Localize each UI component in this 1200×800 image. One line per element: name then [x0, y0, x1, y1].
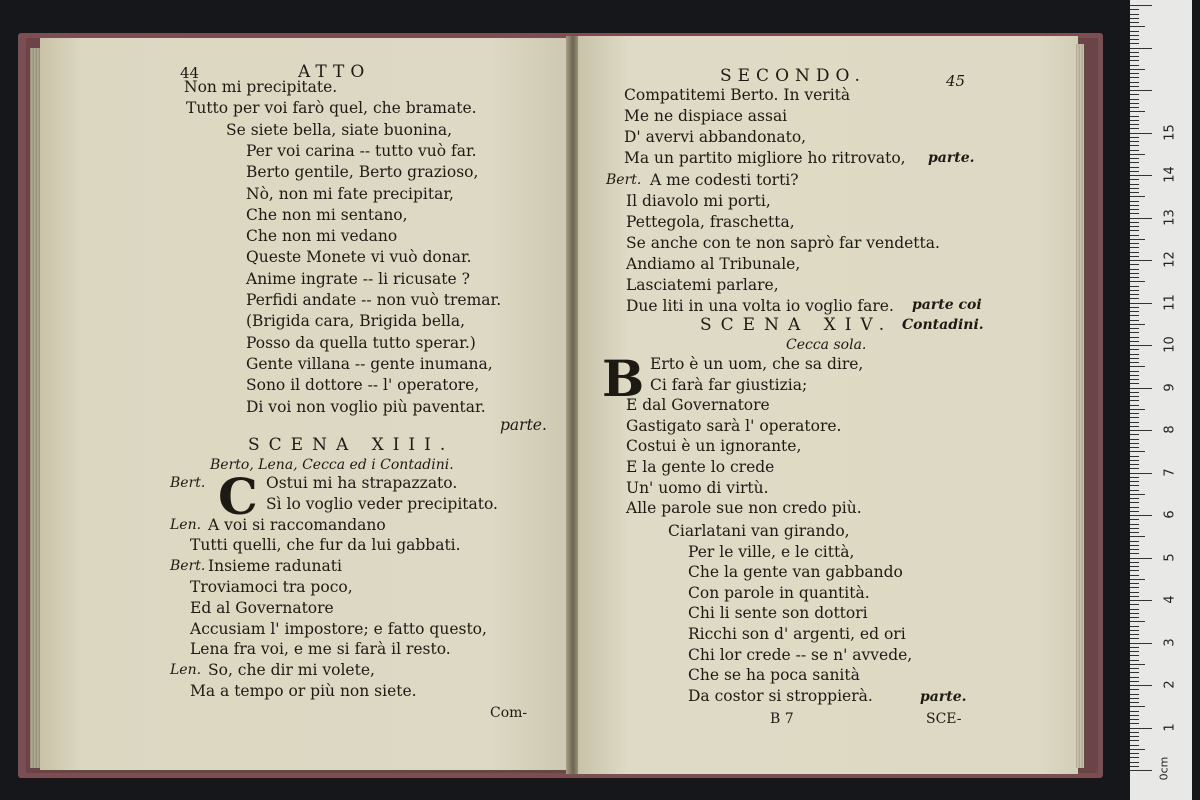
speaker-label: Bert.	[170, 475, 206, 491]
ruler-tick	[1130, 583, 1139, 584]
ruler-tick	[1130, 252, 1139, 253]
ruler-number: 13	[1162, 208, 1178, 226]
ruler-number: 8	[1162, 425, 1178, 434]
scene-heading-xiii: SCENA XIII.	[248, 435, 455, 455]
ruler-tick	[1130, 69, 1145, 70]
ruler-tick	[1130, 86, 1139, 87]
ruler-tick	[1130, 732, 1139, 733]
ruler-tick	[1130, 570, 1139, 571]
ruler-tick	[1130, 366, 1145, 367]
ruler-tick	[1130, 468, 1139, 469]
ruler-tick	[1130, 766, 1139, 767]
ruler-tick	[1130, 553, 1139, 554]
ruler-tick	[1130, 77, 1139, 78]
ruler-tick	[1130, 209, 1139, 210]
page-number-left: 44	[180, 64, 200, 82]
ruler-tick	[1130, 31, 1139, 32]
ruler-tick	[1130, 443, 1139, 444]
ruler-tick	[1130, 617, 1139, 618]
ruler-tick	[1130, 400, 1139, 401]
ruler-tick	[1130, 600, 1152, 601]
verse-line: Che non mi sentano,	[246, 205, 408, 224]
ruler-tick	[1130, 320, 1139, 321]
verse-line: Sono il dottore -- l' operatore,	[246, 376, 480, 395]
dialogue-line: Sì lo voglio veder precipitato.	[266, 494, 498, 513]
scene-characters-xiv: Cecca sola.	[786, 337, 867, 353]
ruler-tick	[1130, 18, 1139, 19]
verse-line: Che la gente van gabbando	[688, 563, 903, 582]
ruler-tick	[1130, 430, 1152, 431]
ruler-tick	[1130, 464, 1139, 465]
signature-mark: B 7	[770, 711, 794, 727]
ruler-tick	[1130, 107, 1139, 108]
dialogue-line: Troviamoci tra poco,	[190, 578, 353, 596]
ruler-tick	[1130, 22, 1139, 23]
ruler-tick	[1130, 536, 1145, 537]
dialogue-line: Lena fra voi, e me si farà il resto.	[190, 640, 451, 659]
ruler-tick	[1130, 643, 1152, 644]
left-page	[40, 38, 568, 770]
ruler-number: 6	[1162, 510, 1178, 519]
ruler-tick	[1130, 715, 1139, 716]
ruler-tick	[1130, 260, 1152, 261]
verse-line: Nò, non mi fate precipitar,	[246, 184, 454, 203]
ruler-tick	[1130, 592, 1139, 593]
ruler-tick	[1130, 90, 1152, 91]
ruler-tick	[1130, 184, 1139, 185]
ruler-tick	[1130, 541, 1139, 542]
verse-line: Non mi precipitate.	[184, 78, 338, 96]
ruler-tick	[1130, 417, 1139, 418]
ruler-tick	[1130, 154, 1145, 155]
ruler-tick	[1130, 609, 1139, 610]
ruler-tick	[1130, 753, 1139, 754]
verse-line: E la gente lo crede	[626, 458, 775, 476]
ruler-tick	[1130, 694, 1139, 695]
ruler-tick	[1130, 451, 1145, 452]
ruler-tick	[1130, 158, 1139, 159]
ruler-tick	[1130, 757, 1139, 758]
ruler-tick	[1130, 243, 1139, 244]
speaker-bert: Bert.	[606, 172, 642, 188]
ruler-tick	[1130, 477, 1139, 478]
ruler-tick	[1130, 706, 1145, 707]
verse-line: Per voi carina -- tutto vuò far.	[246, 141, 477, 160]
speaker-label: Len.	[170, 516, 202, 533]
ruler-tick	[1130, 239, 1145, 240]
ruler-tick	[1130, 230, 1139, 231]
ruler-tick	[1130, 511, 1139, 512]
verse-line: Che se ha poca sanità	[688, 666, 860, 685]
ruler-tick	[1130, 762, 1139, 763]
ruler-tick	[1130, 379, 1139, 380]
ruler-tick	[1130, 294, 1139, 295]
ruler-tick	[1130, 647, 1139, 648]
ruler-tick	[1130, 298, 1139, 299]
verse-line: Ci farà far giustizia;	[650, 375, 808, 394]
verse-line: Ma un partito migliore ho ritrovato,	[624, 149, 906, 167]
speaker-label: Len.	[170, 662, 202, 679]
verse-line: Alle parole sue non credo più.	[626, 499, 862, 518]
ruler-tick	[1130, 668, 1139, 669]
ruler-tick	[1130, 60, 1139, 61]
running-head-right: SECONDO.	[720, 66, 866, 86]
verse-line: Anime ingrate -- li ricusate ?	[246, 269, 470, 288]
ruler-tick	[1130, 65, 1139, 66]
ruler-tick	[1130, 587, 1139, 588]
ruler-tick	[1130, 524, 1139, 525]
ruler-tick	[1130, 94, 1139, 95]
ruler-tick	[1130, 303, 1152, 304]
verse-line: Perfidi andate -- non vuò tremar.	[246, 291, 502, 309]
ruler-tick	[1130, 277, 1139, 278]
ruler-number: 14	[1162, 166, 1178, 183]
verse-line: Andiamo al Tribunale,	[626, 255, 801, 273]
ruler-tick	[1130, 392, 1139, 393]
ruler-tick	[1130, 201, 1139, 202]
ruler-tick	[1130, 638, 1139, 639]
ruler-number: 12	[1162, 251, 1178, 268]
page-edges-right	[1076, 44, 1084, 768]
stage-direction-exit: parte.	[500, 416, 547, 434]
ruler-tick	[1130, 621, 1145, 622]
verse-line: Il diavolo mi porti,	[626, 192, 771, 210]
ruler-tick	[1130, 685, 1152, 686]
ruler-number: 5	[1162, 552, 1178, 562]
ruler-tick	[1130, 73, 1139, 74]
ruler-tick	[1130, 162, 1139, 163]
verse-line: Me ne dispiace assai	[624, 107, 788, 125]
ruler-tick	[1130, 328, 1139, 329]
ruler-tick	[1130, 740, 1139, 741]
ruler-tick	[1130, 269, 1139, 270]
ruler-tick	[1130, 383, 1139, 384]
ruler-tick	[1130, 528, 1139, 529]
ruler-tick	[1130, 689, 1139, 690]
verse-line: Un' uomo di virtù.	[626, 478, 769, 497]
ruler-tick	[1130, 502, 1139, 503]
ruler-tick	[1130, 137, 1139, 138]
ruler-tick	[1130, 226, 1139, 227]
ruler-tick	[1130, 235, 1139, 236]
ruler-tick	[1130, 128, 1139, 129]
ruler-tick	[1130, 770, 1152, 771]
dialogue-line: Tutti quelli, che fur da lui gabbati.	[190, 536, 461, 555]
ruler-tick	[1130, 192, 1139, 193]
ruler-tick	[1130, 596, 1139, 597]
ruler-number: 3	[1162, 637, 1178, 647]
ruler-tick	[1130, 745, 1139, 746]
ruler-tick	[1130, 702, 1139, 703]
ruler-tick	[1130, 396, 1139, 397]
ruler-number: 10	[1162, 336, 1178, 353]
ruler-number: 2	[1162, 680, 1178, 689]
ruler-tick	[1130, 179, 1139, 180]
ruler-tick	[1130, 413, 1139, 414]
ruler-tick	[1130, 485, 1139, 486]
ruler-tick	[1130, 116, 1139, 117]
ruler-tick	[1130, 171, 1139, 172]
verse-line: Se anche con te non saprò far vendetta.	[626, 234, 940, 252]
ruler-tick	[1130, 26, 1145, 27]
ruler-tick	[1130, 498, 1139, 499]
ruler-tick	[1130, 375, 1139, 376]
dialogue-line: So, che dir mi volete,	[208, 661, 375, 680]
ruler-tick	[1130, 82, 1139, 83]
ruler-tick	[1130, 749, 1145, 750]
ruler-tick	[1130, 133, 1152, 134]
ruler-tick	[1130, 337, 1139, 338]
catchword-right: SCE-	[926, 711, 962, 727]
ruler-tick	[1130, 519, 1139, 520]
right-page	[578, 36, 1078, 774]
ruler-tick	[1130, 196, 1145, 197]
scene-heading-xiv-tail: Contadini.	[902, 317, 984, 333]
ruler-tick	[1130, 14, 1139, 15]
ruler-tick	[1130, 345, 1152, 346]
ruler-tick	[1130, 315, 1139, 316]
ruler-tick	[1130, 481, 1139, 482]
ruler-number: 9	[1162, 382, 1178, 392]
ruler-tick	[1130, 222, 1139, 223]
ruler-tick	[1130, 723, 1139, 724]
ruler-tick	[1130, 719, 1139, 720]
ruler-tick	[1130, 99, 1139, 100]
stage-direction-exit-1: parte.	[928, 150, 975, 166]
ruler-tick	[1130, 371, 1139, 372]
running-head-left: ATTO	[298, 62, 371, 82]
ruler-tick	[1130, 362, 1139, 363]
verse-line: Lasciatemi parlare,	[626, 276, 779, 294]
verse-line: Tutto per voi farò quel, che bramate.	[186, 99, 477, 118]
ruler-tick	[1130, 405, 1139, 406]
verse-line: Chi li sente son dottori	[688, 604, 868, 623]
ruler-tick	[1130, 422, 1139, 423]
ruler-tick	[1130, 579, 1145, 580]
ruler-tick	[1130, 349, 1139, 350]
ruler-tick	[1130, 120, 1139, 121]
ruler-tick	[1130, 545, 1139, 546]
page-number-right: 45	[946, 72, 966, 90]
ruler-tick	[1130, 35, 1139, 36]
dialogue-line: A voi si raccomandano	[208, 515, 386, 534]
ruler-tick	[1130, 111, 1145, 112]
ruler-tick	[1130, 5, 1152, 6]
verse-line: Per le ville, e le città,	[688, 542, 855, 561]
ruler-tick	[1130, 651, 1139, 652]
ruler-tick	[1130, 150, 1139, 151]
ruler-tick	[1130, 264, 1139, 265]
dropcap-b: B	[602, 349, 645, 408]
dropcap-c: C	[218, 467, 258, 526]
ruler-tick	[1130, 515, 1152, 516]
verse-line: Ciarlatani van girando,	[668, 522, 850, 540]
ruler-number: 4	[1162, 595, 1178, 604]
verse-line: E dal Governatore	[626, 396, 770, 415]
ruler-tick	[1130, 664, 1145, 665]
ruler-tick	[1130, 358, 1139, 359]
ruler-unit-label: 0cm	[1157, 756, 1171, 781]
verse-line: Due liti in una volta io voglio fare.	[626, 297, 894, 315]
ruler-tick	[1130, 273, 1139, 274]
dialogue-line: Accusiam l' impostore; e fatto questo,	[190, 619, 487, 638]
verse-line: Posso da quella tutto sperar.)	[246, 333, 476, 352]
verse-line: Che non mi vedano	[246, 227, 398, 246]
verse-line: Costui è un ignorante,	[626, 437, 802, 456]
verse-line: Chi lor crede -- se n' avvede,	[688, 645, 913, 664]
ruler-tick	[1130, 311, 1139, 312]
ruler-tick	[1130, 630, 1139, 631]
verse-line: Erto è un uom, che sa dire,	[650, 355, 864, 373]
stage-direction-exit-2: parte coi	[912, 297, 982, 313]
ruler-tick	[1130, 626, 1139, 627]
ruler-tick	[1130, 728, 1152, 729]
ruler-tick	[1130, 213, 1139, 214]
ruler-tick	[1130, 460, 1139, 461]
dialogue-line: Ma a tempo or più non siete.	[190, 682, 417, 700]
ruler-tick	[1130, 141, 1139, 142]
ruler-tick	[1130, 711, 1139, 712]
verse-line: D' avervi abbandonato,	[624, 128, 807, 146]
dialogue-line: Ostui mi ha strapazzato.	[266, 474, 458, 492]
ruler-tick	[1130, 532, 1139, 533]
ruler-tick	[1130, 332, 1139, 333]
verse-line: Ricchi son d' argenti, ed ori	[688, 625, 906, 643]
ruler-tick	[1130, 439, 1139, 440]
ruler-number: 7	[1162, 467, 1178, 477]
ruler-tick	[1130, 286, 1139, 287]
ruler-tick	[1130, 549, 1139, 550]
ruler-tick	[1130, 677, 1139, 678]
ruler-tick	[1130, 558, 1152, 559]
ruler-tick	[1130, 218, 1152, 219]
ruler-tick	[1130, 307, 1139, 308]
ruler-tick	[1130, 52, 1139, 53]
ruler-tick	[1130, 39, 1139, 40]
verse-line: Di voi non voglio più paventar.	[246, 397, 486, 416]
measuring-ruler	[1130, 0, 1192, 800]
ruler-tick	[1130, 175, 1152, 176]
ruler-tick	[1130, 426, 1139, 427]
verse-line: Con parole in quantità.	[688, 583, 870, 602]
scene-characters-xiii: Berto, Lena, Cecca ed i Contadini.	[210, 457, 454, 473]
ruler-tick	[1130, 409, 1145, 410]
ruler-tick	[1130, 124, 1139, 125]
ruler-tick	[1130, 247, 1139, 248]
ruler-tick	[1130, 507, 1139, 508]
ruler-tick	[1130, 354, 1139, 355]
ruler-tick	[1130, 324, 1145, 325]
ruler-tick	[1130, 566, 1139, 567]
ruler-tick	[1130, 341, 1139, 342]
ruler-tick	[1130, 205, 1139, 206]
verse-line: Queste Monete vi vuò donar.	[246, 248, 472, 267]
ruler-tick	[1130, 456, 1139, 457]
ruler-number: 15	[1162, 123, 1178, 141]
verse-line: Berto gentile, Berto grazioso,	[246, 163, 479, 182]
ruler-tick	[1130, 473, 1152, 474]
ruler-tick	[1130, 167, 1139, 168]
ruler-number: 1	[1162, 722, 1178, 732]
ruler-tick	[1130, 48, 1152, 49]
ruler-tick	[1130, 672, 1139, 673]
dialogue-line: Ed al Governatore	[190, 598, 334, 617]
verse-line: Gastigato sarà l' operatore.	[626, 416, 842, 435]
ruler-tick	[1130, 562, 1139, 563]
ruler-tick	[1130, 388, 1152, 389]
verse-line: Pettegola, fraschetta,	[626, 213, 795, 231]
ruler-tick	[1130, 447, 1139, 448]
verse-line: Da costor si stroppierà.	[688, 686, 873, 705]
ruler-tick	[1130, 494, 1145, 495]
speaker-label: Bert.	[170, 558, 206, 575]
dialogue-line: Insieme radunati	[208, 557, 342, 576]
ruler-tick	[1130, 575, 1139, 576]
ruler-tick	[1130, 698, 1139, 699]
ruler-tick	[1130, 145, 1139, 146]
verse-line: Gente villana -- gente inumana,	[246, 354, 493, 373]
catchword-left: Com-	[490, 705, 528, 721]
ruler-tick	[1130, 604, 1139, 605]
ruler-tick	[1130, 188, 1139, 189]
verse-line: Se siete bella, siate buonina,	[226, 120, 453, 139]
ruler-tick	[1130, 634, 1139, 635]
ruler-tick	[1130, 660, 1139, 661]
ruler-tick	[1130, 9, 1139, 10]
ruler-tick	[1130, 736, 1139, 737]
ruler-tick	[1130, 43, 1139, 44]
ruler-tick	[1130, 613, 1139, 614]
ruler-tick	[1130, 256, 1139, 257]
verse-line: (Brigida cara, Brigida bella,	[246, 312, 466, 331]
scene-heading-xiv: SCENA XIV.	[700, 315, 894, 335]
verse-line: A me codesti torti?	[650, 171, 799, 189]
ruler-tick	[1130, 290, 1139, 291]
ruler-tick	[1130, 490, 1139, 491]
ruler-tick	[1130, 281, 1145, 282]
ruler-tick	[1130, 56, 1139, 57]
ruler-tick	[1130, 434, 1139, 435]
ruler-tick	[1130, 681, 1139, 682]
stage-direction-exit-3: parte.	[920, 689, 967, 705]
verse-line: Compatitemi Berto. In verità	[624, 86, 851, 104]
ruler-number: 11	[1162, 293, 1178, 311]
ruler-tick	[1130, 655, 1139, 656]
ruler-tick	[1130, 103, 1139, 104]
